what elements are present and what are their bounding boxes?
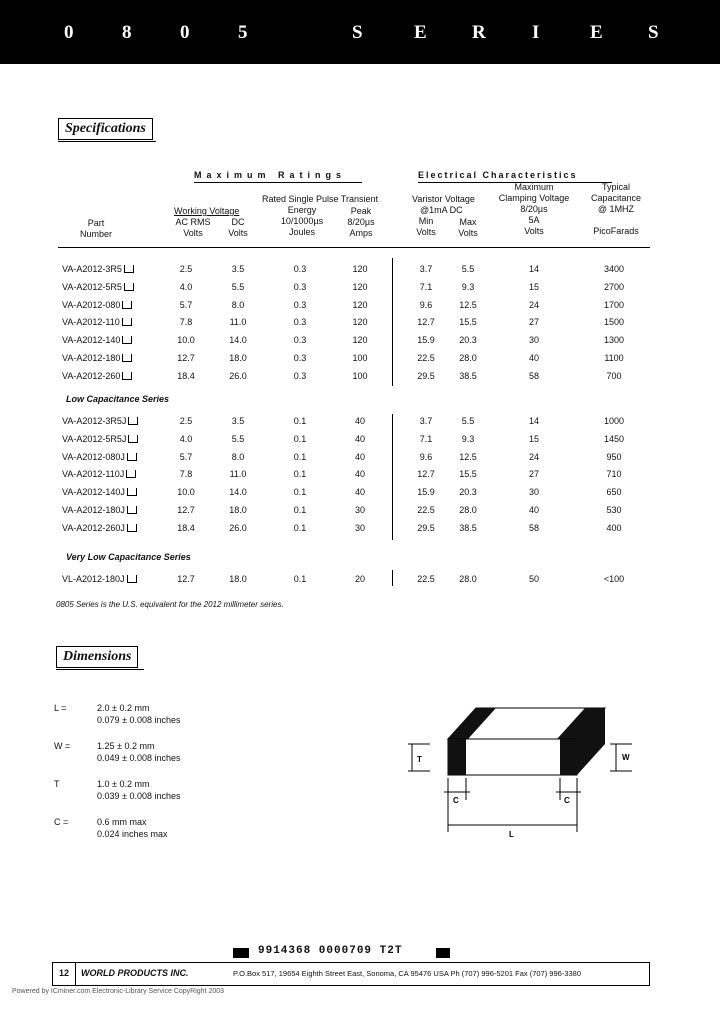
table-cell: 20 bbox=[354, 574, 365, 584]
table-cell: 40 bbox=[354, 416, 365, 426]
table-cell: 400 bbox=[606, 522, 622, 533]
table-cell: 50 bbox=[528, 574, 539, 584]
table-cell: 26.0 bbox=[229, 522, 247, 533]
col-header-line: Rated Single Pulse Transient bbox=[262, 194, 379, 204]
col-header-line: 5A bbox=[528, 215, 540, 225]
table-row bbox=[0, 487, 720, 499]
col-header-line: @ 1MHZ bbox=[597, 204, 635, 214]
table-cell: 7.1 bbox=[419, 433, 433, 444]
table-cell: 7.1 bbox=[419, 281, 433, 292]
barcode-text: 9914368 0000709 T2T bbox=[258, 945, 403, 957]
table-cell: 14.0 bbox=[229, 335, 247, 346]
suffix-box bbox=[124, 283, 134, 291]
table-cell: 0.1 bbox=[293, 433, 307, 444]
dim-metric: 1.25 ± 0.2 mm bbox=[97, 741, 155, 751]
table-cell: 0.3 bbox=[293, 281, 307, 292]
table-cell: 20.3 bbox=[459, 335, 477, 346]
table-row bbox=[0, 371, 720, 383]
part-number-cell: VA-A2012-3R5J bbox=[62, 416, 142, 427]
part-number-cell: VA-A2012-260J bbox=[62, 523, 142, 534]
table-cell: 4.0 bbox=[179, 433, 193, 444]
col-header-dc bbox=[220, 217, 256, 239]
right-terminal-front bbox=[560, 739, 577, 775]
table-cell: 15 bbox=[528, 433, 539, 444]
col-header-line: Capacitance bbox=[590, 193, 642, 203]
part-number-cell: VA-A2012-5R5J bbox=[62, 434, 142, 445]
part-number-cell: VA-A2012-110 bbox=[62, 317, 142, 328]
table-cell: 650 bbox=[606, 487, 622, 498]
col-header-line: Part bbox=[87, 218, 105, 228]
col-header-line: PicoFarads bbox=[593, 226, 639, 236]
low-cap-title: Low Capacitance Series bbox=[66, 394, 170, 404]
table-cell: 24 bbox=[528, 451, 539, 462]
suffix-box bbox=[127, 524, 137, 532]
table-cell: 0.3 bbox=[293, 264, 307, 274]
col-header-line: Varistor Voltage bbox=[412, 194, 475, 204]
part-number-cell: VA-A2012-180 bbox=[62, 353, 142, 364]
suffix-box bbox=[127, 506, 137, 514]
suffix-box bbox=[122, 372, 132, 380]
part-number-cell: VA-A2012-140J bbox=[62, 487, 142, 498]
part-number-cell: VA-A2012-110J bbox=[62, 469, 142, 480]
table-cell: 5.7 bbox=[179, 299, 193, 310]
specifications-heading: Specifications bbox=[58, 118, 153, 140]
part-number-cell: VA-A2012-5R5 bbox=[62, 282, 142, 293]
table-cell: 30 bbox=[528, 335, 539, 346]
col-header-line: Volts bbox=[458, 228, 478, 238]
table-cell: 1300 bbox=[603, 335, 625, 346]
table-cell: 40 bbox=[528, 353, 539, 363]
barcode-block-right bbox=[436, 948, 450, 958]
col-header-line: AC RMS bbox=[175, 217, 211, 227]
col-header-peak bbox=[340, 206, 382, 239]
table-cell: 0.1 bbox=[293, 469, 307, 480]
table-cell: 8.0 bbox=[231, 451, 245, 462]
w-dimension-label: W bbox=[622, 753, 630, 762]
banner-letter: 0 bbox=[64, 22, 74, 43]
table-cell: 0.1 bbox=[293, 416, 307, 426]
table-cell: 18.0 bbox=[229, 353, 247, 363]
banner-letter: E bbox=[590, 22, 603, 43]
col-header-line: Joules bbox=[288, 227, 315, 237]
banner-letter: 0 bbox=[180, 22, 190, 43]
table-cell: 0.3 bbox=[293, 299, 307, 310]
banner-letter: I bbox=[532, 22, 540, 43]
table-cell: 18.0 bbox=[229, 574, 247, 584]
table-cell: 15.5 bbox=[459, 469, 477, 480]
dim-label-t: T bbox=[54, 779, 60, 789]
table-cell: 120 bbox=[352, 281, 368, 292]
table-cell: 3.7 bbox=[419, 264, 433, 274]
part-number-cell: VA-A2012-180J bbox=[62, 505, 142, 516]
table-cell: <100 bbox=[603, 574, 625, 584]
col-header-line: Number bbox=[79, 229, 112, 239]
table-cell: 15 bbox=[528, 281, 539, 292]
table-cell: 10.0 bbox=[177, 335, 195, 346]
table-row bbox=[0, 505, 720, 517]
col-header-line: 8/20µs bbox=[347, 217, 375, 227]
table-cell: 4.0 bbox=[179, 281, 193, 292]
table-cell: 12.7 bbox=[417, 469, 435, 480]
table-cell: 3.7 bbox=[419, 416, 433, 426]
table-cell: 18.4 bbox=[177, 370, 195, 381]
col-header-line: Volts bbox=[524, 226, 544, 236]
table-cell: 29.5 bbox=[417, 522, 435, 533]
table-cell: 22.5 bbox=[417, 353, 435, 363]
max-ratings-header: Maximum Ratings bbox=[194, 170, 347, 180]
table-row bbox=[0, 574, 720, 586]
table-cell: 30 bbox=[354, 505, 365, 515]
dim-label-w: W = bbox=[54, 741, 71, 751]
table-cell: 28.0 bbox=[459, 353, 477, 363]
table-cell: 22.5 bbox=[417, 505, 435, 515]
barcode-block-left bbox=[233, 948, 249, 958]
col-header-varistor-max bbox=[448, 217, 488, 239]
table-cell: 0.1 bbox=[293, 574, 307, 584]
table-cell: 20.3 bbox=[459, 487, 477, 498]
c-dimension-label: C bbox=[453, 796, 459, 805]
table-row bbox=[0, 416, 720, 428]
col-header-line: Volts bbox=[183, 228, 203, 238]
max-ratings-rule bbox=[194, 182, 362, 183]
suffix-box bbox=[122, 318, 132, 326]
table-cell: 7.8 bbox=[179, 317, 193, 328]
heading-underline bbox=[58, 141, 156, 142]
part-number-cell: VA-A2012-080J bbox=[62, 452, 142, 463]
table-cell: 3400 bbox=[603, 264, 625, 274]
company-name: WORLD PRODUCTS INC. bbox=[81, 968, 189, 978]
table-row bbox=[0, 264, 720, 276]
table-cell: 14 bbox=[528, 264, 539, 274]
dim-value-w bbox=[97, 740, 181, 764]
table-cell: 120 bbox=[352, 264, 368, 274]
table-cell: 14.0 bbox=[229, 487, 247, 498]
suffix-box bbox=[127, 575, 137, 583]
table-cell: 0.3 bbox=[293, 353, 307, 363]
suffix-box bbox=[128, 417, 138, 425]
suffix-box bbox=[122, 301, 132, 309]
table-cell: 5.7 bbox=[179, 451, 193, 462]
table-cell: 40 bbox=[528, 505, 539, 515]
part-number-cell: VL-A2012-180J bbox=[62, 574, 142, 585]
table-cell: 9.3 bbox=[461, 281, 475, 292]
dim-metric: 1.0 ± 0.2 mm bbox=[97, 779, 150, 789]
table-cell: 40 bbox=[354, 469, 365, 480]
col-header-line: Maximum bbox=[514, 182, 554, 192]
table-cell: 12.7 bbox=[177, 505, 195, 515]
col-header-line: Typical bbox=[601, 182, 630, 192]
table-cell: 28.0 bbox=[459, 505, 477, 515]
chip-front-face bbox=[448, 739, 577, 775]
suffix-box bbox=[128, 435, 138, 443]
dim-label-l: L = bbox=[54, 703, 67, 713]
suffix-box bbox=[127, 453, 137, 461]
table-cell: 27 bbox=[528, 317, 539, 328]
table-cell: 11.0 bbox=[229, 469, 247, 480]
suffix-box bbox=[126, 470, 136, 478]
elec-char-header: Electrical Characteristics bbox=[418, 170, 578, 180]
table-cell: 24 bbox=[528, 299, 539, 310]
table-cell: 1450 bbox=[603, 433, 625, 444]
dim-metric: 2.0 ± 0.2 mm bbox=[97, 703, 150, 713]
banner-letter: S bbox=[648, 22, 659, 43]
table-cell: 15.9 bbox=[417, 487, 435, 498]
col-header-line: 10/1000µs bbox=[280, 216, 324, 226]
table-row bbox=[0, 452, 720, 464]
table-cell: 40 bbox=[354, 451, 365, 462]
col-header-line: Working Voltage bbox=[174, 206, 240, 216]
part-number-cell: VA-A2012-140 bbox=[62, 335, 142, 346]
table-cell: 58 bbox=[528, 522, 539, 533]
table-cell: 30 bbox=[354, 522, 365, 533]
table-cell: 5.5 bbox=[461, 416, 475, 426]
table-cell: 0.1 bbox=[293, 487, 307, 498]
table-cell: 0.3 bbox=[293, 317, 307, 328]
table-cell: 8.0 bbox=[231, 299, 245, 310]
table-cell: 58 bbox=[528, 370, 539, 381]
col-header-line: Amps bbox=[349, 228, 373, 238]
banner-letter: 5 bbox=[238, 22, 248, 43]
table-cell: 12.7 bbox=[417, 317, 435, 328]
table-cell: 9.6 bbox=[419, 299, 433, 310]
part-number-cell: VA-A2012-080 bbox=[62, 300, 142, 311]
table-cell: 530 bbox=[606, 505, 622, 515]
dim-imperial: 0.024 inches max bbox=[97, 829, 168, 839]
table-cell: 9.6 bbox=[419, 451, 433, 462]
table-row bbox=[0, 523, 720, 535]
table-cell: 12.7 bbox=[177, 353, 195, 363]
table-cell: 38.5 bbox=[459, 522, 477, 533]
table-cell: 38.5 bbox=[459, 370, 477, 381]
table-cell: 12.5 bbox=[459, 451, 477, 462]
dim-value-c bbox=[97, 816, 168, 840]
table-cell: 5.5 bbox=[461, 264, 475, 274]
table-cell: 0.3 bbox=[293, 370, 307, 381]
dim-metric: 0.6 mm max bbox=[97, 817, 147, 827]
table-cell: 14 bbox=[528, 416, 539, 426]
table-cell: 9.3 bbox=[461, 433, 475, 444]
footer-divider bbox=[75, 963, 76, 985]
suffix-box bbox=[124, 265, 134, 273]
table-cell: 3.5 bbox=[231, 264, 245, 274]
suffix-box bbox=[122, 336, 132, 344]
c-dimension-label: C bbox=[564, 796, 570, 805]
table-cell: 10.0 bbox=[177, 487, 195, 498]
banner-letter: S bbox=[352, 22, 363, 43]
footer-box bbox=[52, 962, 650, 986]
page-number: 12 bbox=[59, 968, 70, 978]
col-header-line: Peak bbox=[350, 206, 372, 216]
banner-letter: E bbox=[414, 22, 427, 43]
table-row bbox=[0, 317, 720, 329]
col-header-line: Energy bbox=[287, 205, 317, 215]
dim-imperial: 0.039 ± 0.008 inches bbox=[97, 791, 181, 801]
table-cell: 15.9 bbox=[417, 335, 435, 346]
table-row bbox=[0, 300, 720, 312]
series-note: 0805 Series is the U.S. equivalent for the 2012 millimeter series. bbox=[56, 600, 284, 609]
col-header-line: DC bbox=[231, 217, 245, 227]
col-header-capacitance bbox=[578, 182, 654, 237]
dim-value-l bbox=[97, 702, 181, 726]
table-cell: 710 bbox=[606, 469, 622, 480]
table-cell: 2.5 bbox=[179, 416, 193, 426]
table-row bbox=[0, 353, 720, 365]
col-header-line: Max bbox=[459, 217, 477, 227]
dim-value-t bbox=[97, 778, 181, 802]
col-header-line: @1mA DC bbox=[420, 205, 463, 215]
table-cell: 120 bbox=[352, 317, 368, 328]
table-cell: 100 bbox=[352, 370, 368, 381]
col-header-clamping bbox=[492, 182, 576, 237]
l-dimension-label: L bbox=[509, 830, 514, 839]
table-cell: 120 bbox=[352, 335, 368, 346]
col-header-line: Clamping Voltage bbox=[498, 193, 570, 203]
table-cell: 5.5 bbox=[231, 433, 245, 444]
table-cell: 100 bbox=[352, 353, 368, 363]
table-cell: 5.5 bbox=[231, 281, 245, 292]
table-cell: 18.0 bbox=[229, 505, 247, 515]
table-cell: 1500 bbox=[603, 317, 625, 328]
t-dimension-label: T bbox=[417, 755, 422, 764]
title-banner bbox=[0, 0, 720, 64]
banner-letter: R bbox=[472, 22, 486, 43]
col-header-part bbox=[60, 218, 132, 240]
left-terminal-front bbox=[448, 739, 466, 775]
table-cell: 12.5 bbox=[459, 299, 477, 310]
banner-letter: 8 bbox=[122, 22, 132, 43]
chip-diagram bbox=[400, 700, 640, 840]
dim-label-c: C = bbox=[54, 817, 69, 827]
table-row bbox=[0, 282, 720, 294]
part-number-cell: VA-A2012-260 bbox=[62, 371, 142, 382]
heading-underline bbox=[56, 669, 144, 670]
table-cell: 700 bbox=[606, 370, 622, 381]
part-number-cell: VA-A2012-3R5 bbox=[62, 264, 142, 275]
very-low-cap-title: Very Low Capacitance Series bbox=[66, 552, 191, 562]
table-row bbox=[0, 434, 720, 446]
powered-by: Powered by ICminer.com Electronic-Library Service CopyRight 2003 bbox=[12, 988, 225, 995]
table-cell: 30 bbox=[528, 487, 539, 498]
table-cell: 40 bbox=[354, 487, 365, 498]
table-cell: 15.5 bbox=[459, 317, 477, 328]
table-cell: 950 bbox=[606, 451, 622, 462]
table-cell: 22.5 bbox=[417, 574, 435, 584]
dim-imperial: 0.079 ± 0.008 inches bbox=[97, 715, 181, 725]
col-header-line: Volts bbox=[416, 227, 436, 237]
table-cell: 26.0 bbox=[229, 370, 247, 381]
table-cell: 1100 bbox=[604, 353, 624, 363]
col-header-line: 8/20µs bbox=[520, 204, 548, 214]
dimensions-heading: Dimensions bbox=[56, 646, 138, 668]
company-address: P.O.Box 517, 19654 Eighth Street East, Sonoma, CA 95476 USA Ph (707) 996-5201 Fax (707) 996-3380 bbox=[233, 969, 582, 978]
table-cell: 2.5 bbox=[179, 264, 193, 274]
table-cell: 1700 bbox=[603, 299, 625, 310]
table-cell: 40 bbox=[354, 433, 365, 444]
table-cell: 29.5 bbox=[417, 370, 435, 381]
suffix-box bbox=[127, 488, 137, 496]
table-cell: 0.1 bbox=[293, 451, 307, 462]
table-cell: 12.7 bbox=[177, 574, 195, 584]
table-cell: 27 bbox=[528, 469, 539, 480]
table-cell: 2700 bbox=[603, 281, 625, 292]
col-header-line: Min bbox=[418, 216, 434, 226]
col-header-line: Volts bbox=[228, 228, 248, 238]
table-cell: 0.1 bbox=[293, 505, 307, 515]
table-cell: 3.5 bbox=[231, 416, 245, 426]
table-cell: 120 bbox=[352, 299, 368, 310]
table-cell: 18.4 bbox=[177, 522, 195, 533]
suffix-box bbox=[122, 354, 132, 362]
table-row bbox=[0, 469, 720, 481]
table-cell: 28.0 bbox=[459, 574, 477, 584]
table-cell: 0.3 bbox=[293, 335, 307, 346]
table-cell: 0.1 bbox=[293, 522, 307, 533]
table-row bbox=[0, 335, 720, 347]
table-cell: 7.8 bbox=[179, 469, 193, 480]
table-cell: 11.0 bbox=[229, 317, 247, 328]
table-cell: 1000 bbox=[603, 416, 625, 426]
dim-imperial: 0.049 ± 0.008 inches bbox=[97, 753, 181, 763]
table-header-rule bbox=[58, 247, 650, 248]
